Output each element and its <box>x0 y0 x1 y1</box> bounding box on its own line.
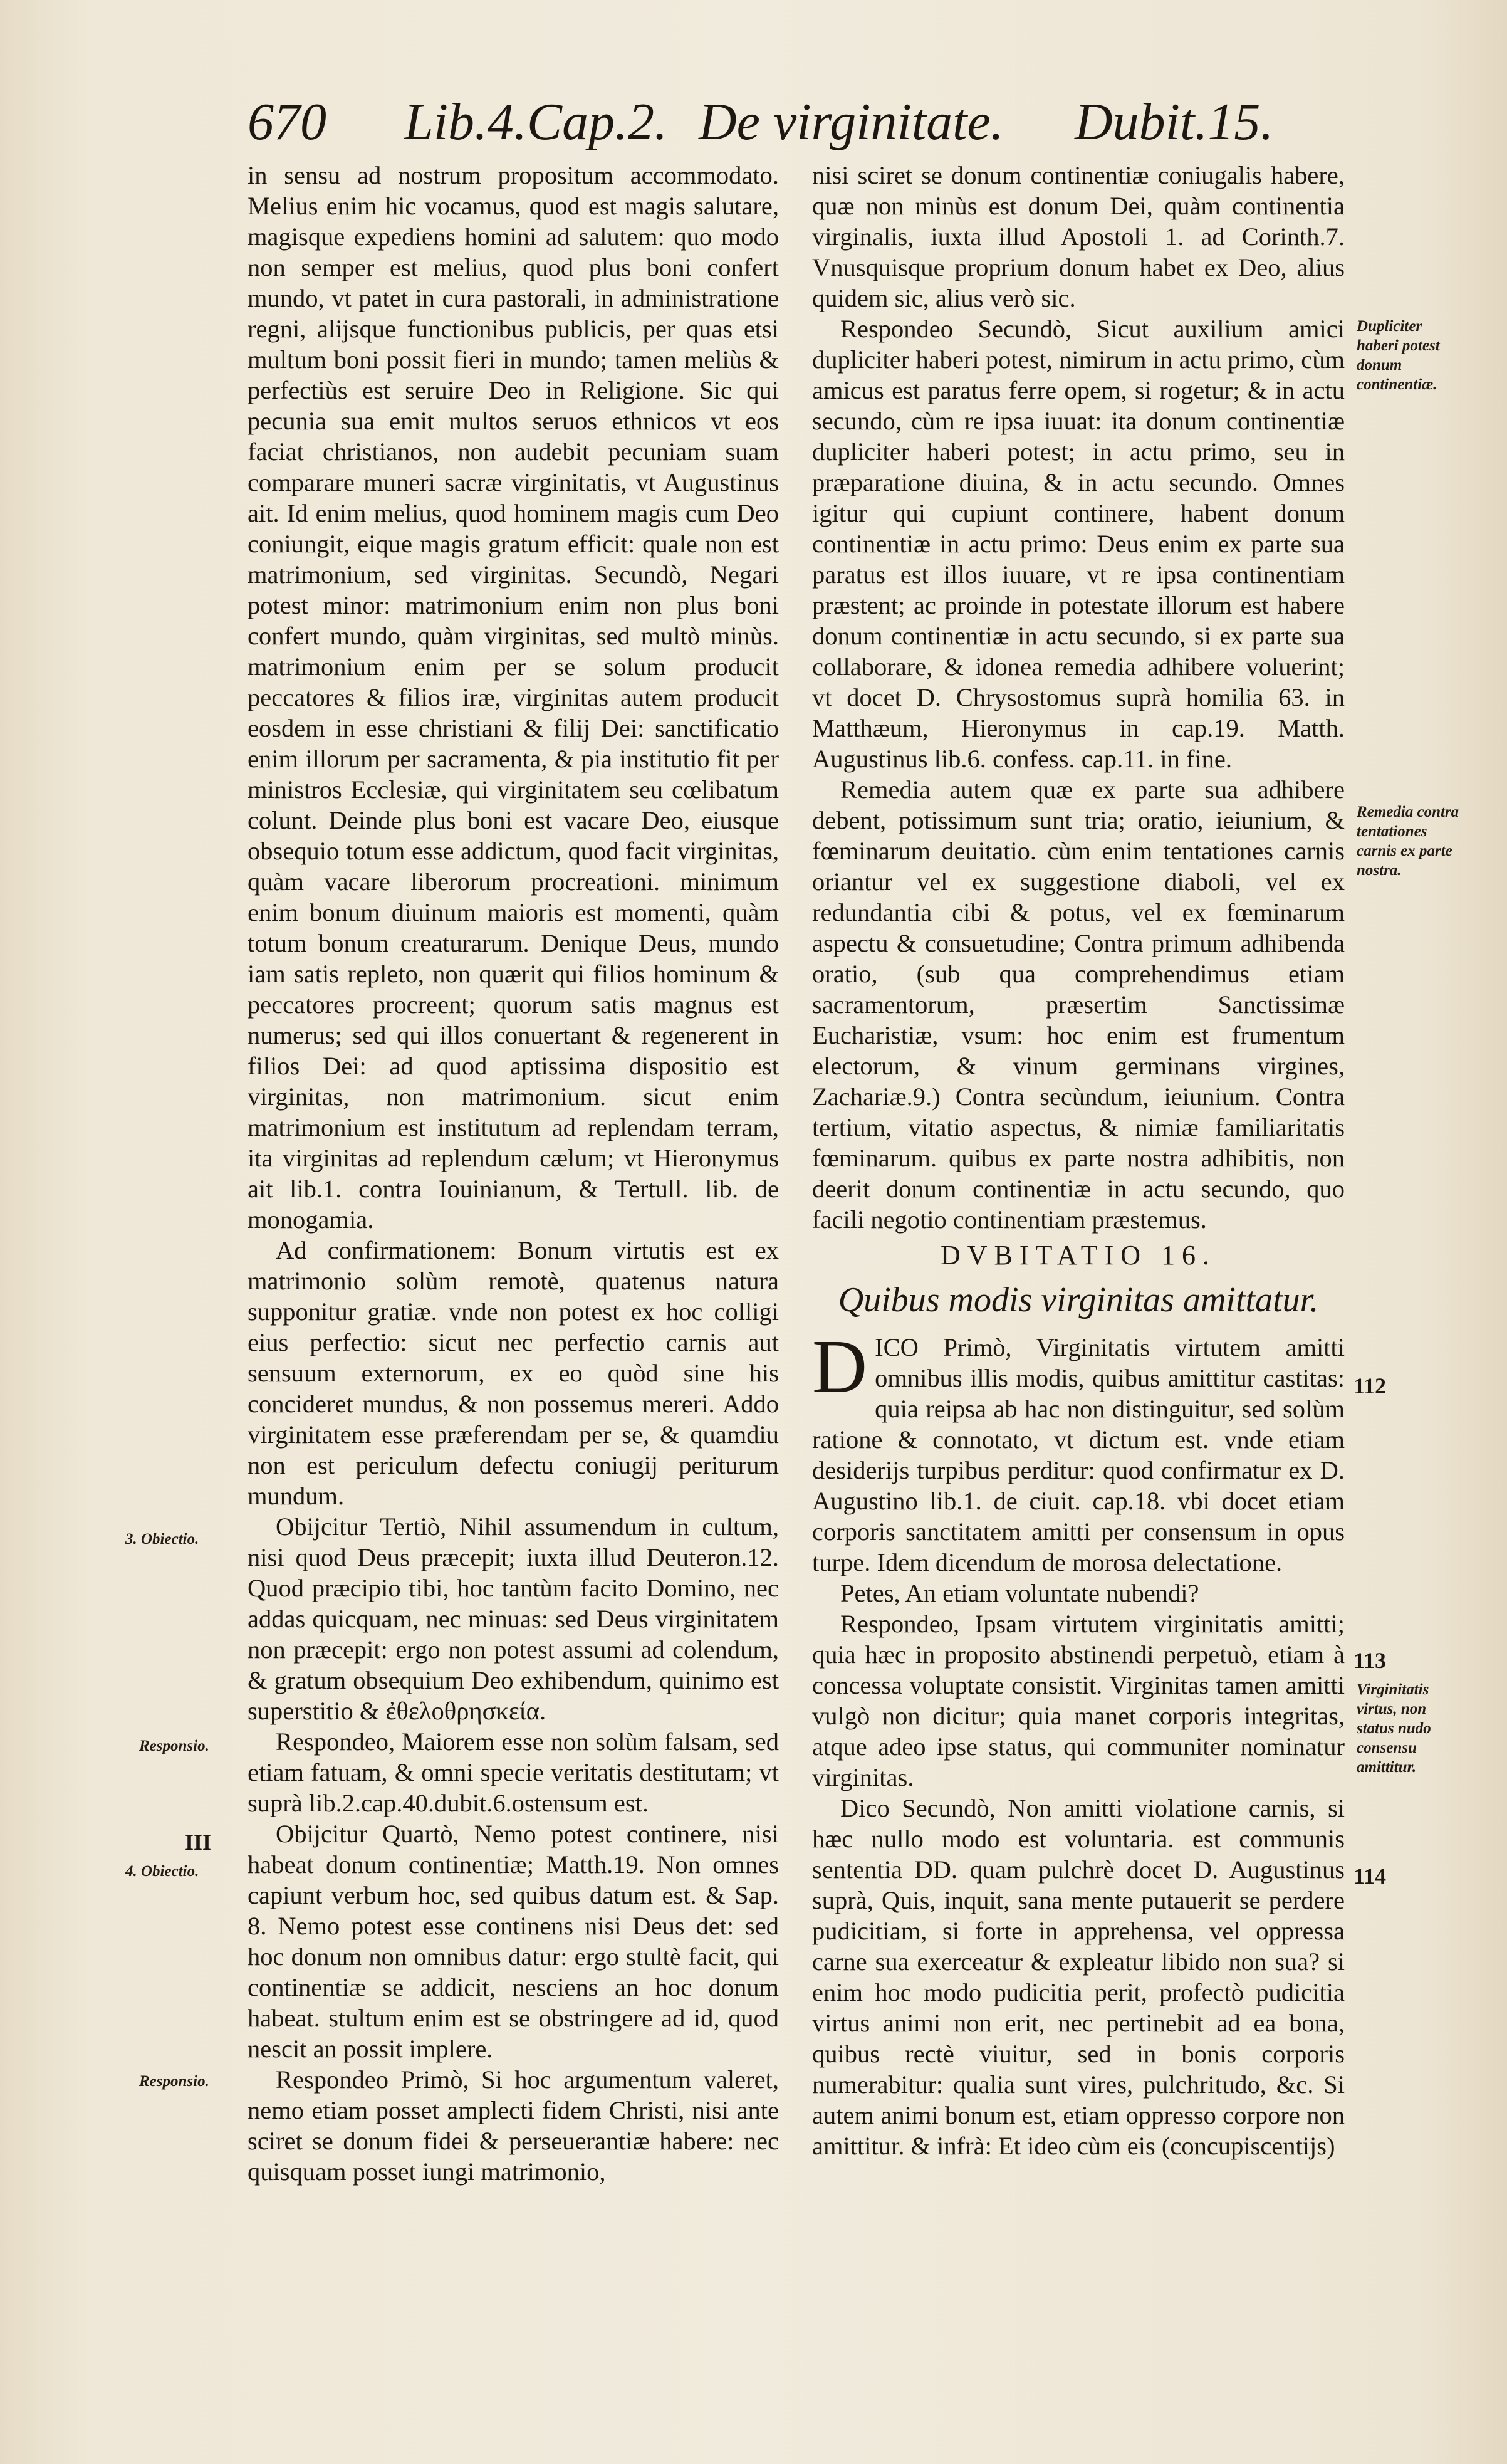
paragraph: Obijcitur Quartò, Nemo potest continere, nisi habeat donum continentiæ; Matth.19. Non omnes capiunt verbum hoc, sed quibus datum est. & Sap. 8. Nemo potest esse continens nisi Deus det: sed hoc donum non omnibus datur: ergo stultè facit, qui continentiæ se addicit, nesciens an hoc donum habeat. stultum enim est se obstringere ad id, quod nescit an possit implere. <box>248 1820 779 2063</box>
paragraph: Respondeo, Maiorem esse non solùm falsam, sed etiam fatuam, & omni specie veritatis destitutam; vt suprà lib.2.cap.40.dubit.6.ostensum est. <box>248 1727 779 1817</box>
right-column <box>812 160 1345 2161</box>
paragraph: nisi sciret se donum continentiæ coniugalis habere, quæ non minùs est donum Dei, quàm continentia virginalis, iuxta illud Apostoli 1. ad Corinth.7. Vnusquisque proprium donum habet ex Deo, alius quidem sic, alius verò sic. <box>812 161 1345 312</box>
paragraph: Respondeo Primò, Si hoc argumentum valeret, nemo etiam posset amplecti fidem Christi, nisi ante sciret se donum fidei & perseuerantiæ habere: nec quisquam posset iungi matrimonio, <box>248 2065 779 2186</box>
dubitatio-title: Quibus modis virginitas amittatur. <box>838 1281 1319 1319</box>
margin-numeral: III <box>185 1830 212 1855</box>
paragraph: Dico Secundò, Non amitti violatione carnis, si hæc nullo modo est voluntaria. est communis sententia DD. quam pulchrè docet D. Augustinus suprà, Quis, inquit, sana mente putauerit se perdere pudicitiam, si forte in apprehensa, vel oppressa carne sua exerceatur & expleatur libido non sua? si enim hoc modo pudicitia perit, profectò pudicitia virtus animi non erit, nec pertinebit ad ea bona, quibus rectè viuitur, sed in bonis corporis numerabitur: qualia sunt vires, pulchritudo, &c. Si autem animi bonum est, etiam oppresso corpore non amittitur. & infrà: Et ideo cùm eis (concupiscentijs) <box>812 1794 1345 2160</box>
margin-note: Dupliciter haberi potest donum continentiæ. <box>1357 318 1440 393</box>
paragraph: Remedia autem quæ ex parte sua adhibere debent, potissimum sunt tria; oratio, ieiunium, & fœminarum deuitatio. cùm enim tentationes carnis oriantur vel ex suggestione diaboli, vel ex redundantia cibi & potus, vel ex fœminarum aspectu & consuetudine; Contra primum adhibenda oratio, (sub qua comprehendimus etiam sacramentorum, præsertim Sanctissimæ Eucharistiæ, vsum: hoc enim est frumentum electorum, & vinum germinans virgines, Zachariæ.9.) Contra secùndum, ieiunium. Contra tertium, vitatio aspectus, & nimiæ familiaritatis fœminarum. quibus ex parte nostra adhibitis, non deerit donum continentiæ in actu secundo, quo facili negotio continentiam præstemus. <box>812 775 1345 1234</box>
margin-note: Virginitatis virtus, non status nudo consensu amittitur. <box>1357 1681 1431 1776</box>
dubitatio-heading: DVBITATIO 16. <box>940 1240 1217 1271</box>
margin-note: Responsio. <box>139 1738 209 1754</box>
margin-note: Remedia contra tentationes carnis ex parte nostra. <box>1357 804 1459 879</box>
margin-number: 112 <box>1353 1373 1387 1398</box>
paragraph: Obijcitur Tertiò, Nihil assumendum in cultum, nisi quod Deus præcepit; iuxta illud Deuteron.12. Quod præcipio tibi, hoc tantùm facito Domino, nec addas quicquam, nec minuas: sed Deus virginitatem non præcepit: ergo non potest assumi ad colendum, & gratum obsequium Deo exhibendum, quinimo est superstitio & ἐθελοθρησκεία. <box>248 1512 779 1725</box>
paragraph: Respondeo, Ipsam virtutem virginitatis amitti; quia hæc in proposito abstinendi perpetuò, etiam à concessa voluptate consistit. Virginitas tamen amitti vulgò non dicitur; quia manet corporis integritas, atque adeo ipse status, qui communiter nominatur virginitas. <box>812 1610 1345 1791</box>
drop-cap: D <box>812 1324 868 1409</box>
paragraph <box>812 1324 1345 1578</box>
running-header <box>248 88 1350 157</box>
page-number: 670 <box>248 93 326 151</box>
header-subject: De virginitate. <box>699 93 1004 151</box>
margin-number: 113 <box>1353 1648 1387 1673</box>
paragraph: in sensu ad nostrum propositum accommodato. Melius enim hic vocamus, quod est magis salutare, magisque expediens homini ad salutem: quo modo non semper est melius, quod plus boni confert mundo, vt patet in cura pastorali, in administratione regni, alijsque functionibus publicis, per quas etsi multum boni possit fieri in mundo; tamen meliùs & perfectiùs est seruire Deo in Religione. Sic qui pecunia sua emit multos seruos ethnicos vt eos faciat christianos, non audebit pecuniam suam comparare muneri sacræ virginitatis, vt Augustinus ait. Id enim melius, quod hominem magis cum Deo coniungit, eique magis gratum efficit: quale non est matrimonium, sed virginitas. Secundò, Negari potest minor: matrimonium enim non plus boni confert mundo, quàm virginitas, sed multò minùs. matrimonium enim per se solum producit peccatores & filios iræ, virginitas autem producit eosdem in esse christiani & filij Dei: sanctificatio enim illorum per sacramenta, & pia institutio fit per ministros Ecclesiæ, qui virginitatem seu cœlibatum colunt. Deinde plus boni est vacare Deo, eiusque obsequio totum esse addictum, quod facit virginitas, quàm vacare liberorum procreationi. minimum enim bonum diuinum maioris est momenti, quàm totum bonum creaturarum. Denique Deus, mundo iam satis repleto, non quærit qui filios hominum & peccatores procreent; quorum satis magnus est numerus; sed qui illos conuertant & regenerent in filios Dei: ad quod aptissima dispositio est virginitas, non matrimonium. sicut enim matrimonium est institutum ad replendam terram, ita virginitas ad replendum cælum; vt Hieronymus ait lib.1. contra Iouinianum, & Tertull. lib. de monogamia. <box>248 161 779 1234</box>
margin-note: 4. Obiectio. <box>125 1863 199 1880</box>
margin-note: Responsio. <box>139 2073 209 2090</box>
paragraph: Respondeo Secundò, Sicut auxilium amici dupliciter haberi potest, nimirum in actu primo, cùm amicus est paratus ferre opem, si rogetur; & in actu secundo, cùm re ipsa iuuat: ita donum continentiæ dupliciter haberi potest; in actu primo, seu in præparatione diuina, & in actu secundo. Omnes igitur qui cupiunt continere, habent donum continentiæ in actu primo: Deus enim ex parte sua paratus est illos iuuare, vt re ipsa continentiam præstent; ac proinde in potestate illorum est habere donum continentiæ in actu secundo, si ex parte sua collaborare, & idonea remedia adhibere voluerint; vt docet D. Chrysostomus suprà homilia 63. in Matthæum, Hieronymus in cap.19. Matth. Augustinus lib.6. confess. cap.11. in fine. <box>812 315 1345 773</box>
paragraph: Petes, An etiam voluntate nubendi? <box>840 1579 1199 1607</box>
margin-number: 114 <box>1353 1864 1387 1889</box>
left-column <box>248 160 779 2187</box>
margin-note: 3. Obiectio. <box>125 1531 199 1548</box>
book-chapter: Lib.4.Cap.2. <box>404 93 668 151</box>
paragraph: Ad confirmationem: Bonum virtutis est ex matrimonio solùm remotè, quatenus natura supponitur gratiæ. vnde non potest ex hoc colligi eius perfectio: sicut nec perfectio carnis aut sensuum externorum, ex eo quòd sine his concideret mundus, & non possemus mereri. Addo virginitatem esse præferendam per se, & quamdiu non est periculum defectu coniugij periturum mundum. <box>248 1236 779 1510</box>
header-section: Dubit.15. <box>1075 93 1274 151</box>
paragraph-text: ICO Primò, Virginitatis virtutem amitti omnibus illis modis, quibus amittitur castitas: quia reipsa ab hac non distinguitur, sed solùm ratione & connotato, vt dictum est. vnde etiam desiderijs turpibus perditur: quod confirmatur ex D. Augustino lib.1. de ciuit. cap.18. vbi docet etiam corporis sanctitatem amitti per consensum in opus turpe. Idem dicendum de morosa delectatione. <box>812 1333 1345 1576</box>
